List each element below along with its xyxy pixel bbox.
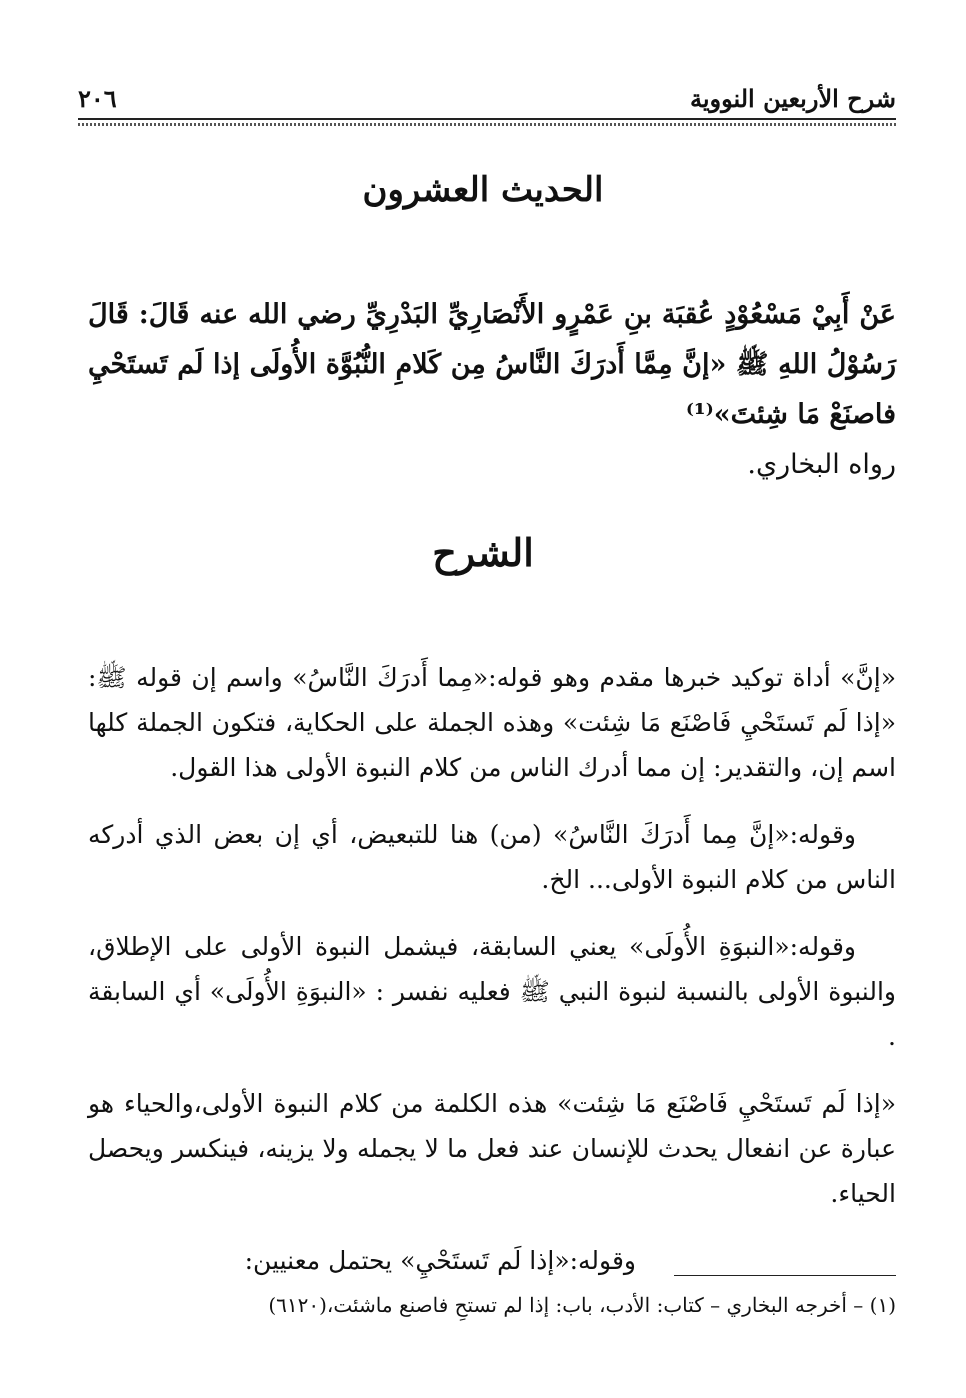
hadith-heading: الحديث العشرون (362, 170, 604, 210)
sharh-paragraph: وقوله:«النبوَةِ الأُولَى» يعني السابقة، فيشمل النبوة الأولى على الإطلاق، والنبوة الأولى بالنسبة لنبوة النبي ﷺ فعليه نفسر : «النبوَةِ الأُولَى» أي السابقة . (88, 932, 896, 1051)
sharh-body (88, 655, 896, 1283)
running-head-title: شرح الأربعين النووية (689, 84, 896, 113)
hadith-text-block (88, 290, 896, 490)
sharh-paragraph: وقوله:«إذا لَم تَستَحْيِ» يحتمل معنيين: (244, 1246, 636, 1275)
hadith-narrator: رواه البخاري. (747, 449, 896, 480)
page-number: ٢٠٦ (78, 84, 117, 113)
hadith-text: عَنْ أَبِيْ مَسْعُوْدٍ عُقبَة بنِ عَمْرٍو الأَنْصَارِيِّ البَدْرِيِّ رضي الله عنه قَالَ: قَالَ رَسُوْلُ اللهِ ﷺ «إنَّ مِمَّا أَدرَكَ النَّاسُ مِن كَلامِ النُّبُوَّة الأُولَى إذا لَم تَستَحْيِ فاصنَعْ مَا شِئتَ»⁽¹⁾ (88, 299, 896, 430)
sharh-paragraph: وقوله:«إنَّ مِما أَدرَكَ النَّاسُ» (من) هنا للتبعيض، أي إن بعض الذي أدركه الناس من كلام النبوة الأولى... الخ. (88, 820, 896, 894)
header-rule-dotted (78, 123, 896, 126)
header-rule (78, 118, 896, 120)
footnote-rule (674, 1275, 896, 1276)
sharh-paragraph: «إنَّ» أداة توكيد خبرها مقدم وهو قوله:«مِما أَدرَكَ النَّاسُ» واسم إن قوله ﷺ: «إذا لَم تَستَحْيِ فَاصْنَع مَا شِئت» وهذه الجملة على الحكاية، فتكون الجملة كلها اسم إن، والتقدير: إن مما أدرك الناس من كلام النبوة الأولى هذا القول. (88, 663, 896, 782)
footnote: (١) – أخرجه البخاري – كتاب: الأدب، باب: إذا لم تستحِ فاصنع ماشئت،(٦١٢٠) (268, 1293, 896, 1317)
sharh-paragraph: «إذا لَم تَستَحْيِ فَاصْنَع مَا شِئت» هذه الكلمة من كلام النبوة الأولى،والحياء هو عبارة عن انفعال يحدث للإنسان عند فعل ما لا يجمله ولا يزينه، فينكسر ويحصل الحياء. (88, 1089, 896, 1208)
running-head (78, 78, 896, 118)
sharh-heading: الشرح (432, 530, 534, 575)
